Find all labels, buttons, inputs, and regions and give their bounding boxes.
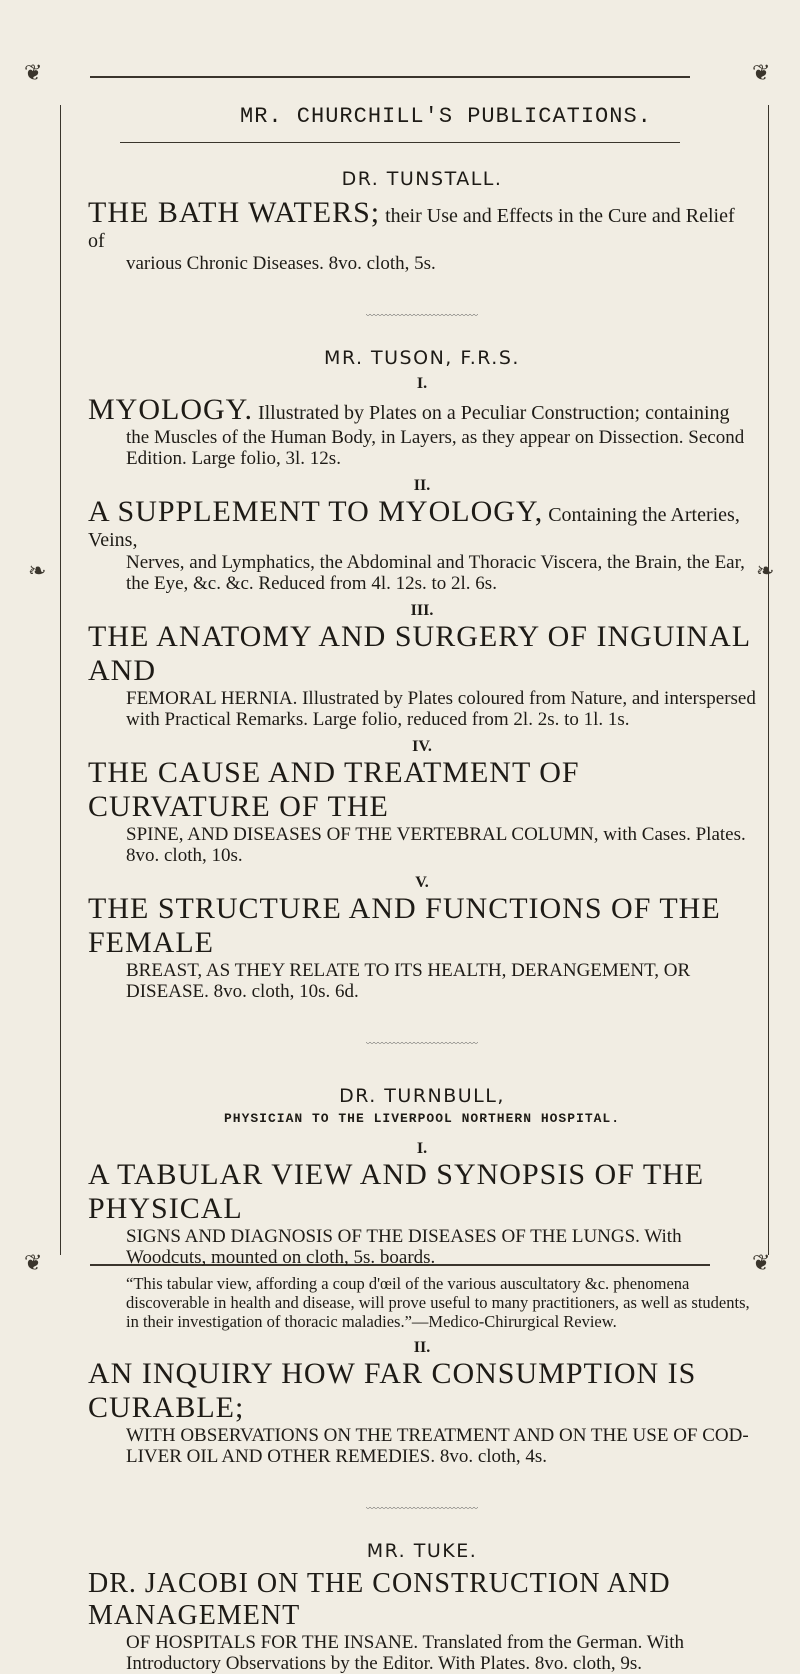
side-ornament-right: ❧ — [756, 558, 775, 583]
entry-number: III. — [410, 602, 434, 619]
entry-description: OF HOSPITALS FOR THE INSANE. Translated from the German. With Introductory Observations by the Editor. With Plates. 8vo. cloth, 9s. — [126, 1632, 685, 1674]
author-heading-turnbull: DR. TURNBULL, — [339, 1085, 505, 1107]
entry-number: II. — [413, 477, 431, 494]
catalogue-content — [88, 150, 756, 1674]
entry-number: V. — [415, 874, 429, 891]
entry-title: MYOLOGY. — [88, 393, 253, 426]
corner-ornament-top-left: ❦ — [24, 60, 43, 85]
left-border — [60, 105, 61, 1255]
entry-bath-waters — [88, 196, 756, 253]
entry-number: IV. — [412, 738, 432, 755]
section-divider: 〰〰〰〰〰〰〰〰〰〰〰〰〰〰 — [366, 1039, 478, 1048]
entry-description: FEMORAL HERNIA. Illustrated by Plates coloured from Nature, and interspersed with Practical Remarks. Large folio, reduced from 2l. 2s. to 1l. 1s. — [126, 688, 756, 730]
entry-number: I. — [416, 375, 428, 392]
entry-description: the Muscles of the Human Body, in Layers, as they appear on Dissection. Second Edition. Large folio, 3l. 12s. — [126, 427, 745, 469]
section-divider: 〰〰〰〰〰〰〰〰〰〰〰〰〰〰 — [366, 1504, 478, 1513]
entry-title: THE BATH WATERS; — [88, 196, 381, 229]
corner-ornament-top-right: ❦ — [752, 60, 771, 85]
entry-title: AN INQUIRY HOW FAR CONSUMPTION IS CURABLE; — [88, 1357, 697, 1424]
entry-title: THE STRUCTURE AND FUNCTIONS OF THE FEMALE — [88, 892, 721, 959]
entry-description: various Chronic Diseases. 8vo. cloth, 5s. — [126, 253, 436, 274]
entry-description: SIGNS AND DIAGNOSIS OF THE DISEASES OF THE LUNGS. With Woodcuts, mounted on cloth, 5s. boards. — [126, 1226, 682, 1268]
side-ornament-left: ❧ — [28, 558, 47, 583]
entry-title: A SUPPLEMENT TO MYOLOGY, — [88, 495, 544, 528]
top-rule — [90, 76, 690, 78]
section-divider: 〰〰〰〰〰〰〰〰〰〰〰〰〰〰 — [366, 311, 478, 320]
entry-title: A TABULAR VIEW AND SYNOPSIS OF THE PHYSICAL — [88, 1158, 705, 1225]
header-rule — [120, 142, 680, 143]
entry-supplement-myology — [88, 495, 756, 552]
author-heading-tunstall: DR. TUNSTALL. — [341, 168, 503, 190]
entry-curvature-spine — [88, 756, 756, 824]
entry-description: SPINE, AND DISEASES OF THE VERTEBRAL COLUMN, with Cases. Plates. 8vo. cloth, 10s. — [126, 824, 746, 866]
entry-number: I. — [416, 1140, 428, 1157]
entry-myology — [88, 393, 756, 427]
entry-title-rest: Illustrated by Plates on a Peculiar Construction; containing — [252, 402, 730, 424]
author-subtitle: PHYSICIAN TO THE LIVERPOOL NORTHERN HOSPITAL. — [223, 1111, 621, 1126]
entry-tabular-view — [88, 1158, 756, 1226]
entry-title: DR. JACOBI ON THE CONSTRUCTION AND MANAGEMENT — [88, 1568, 671, 1631]
entry-description: Nerves, and Lymphatics, the Abdominal and Thoracic Viscera, the Brain, the Ear, the Eye, &c. &c. Reduced from 4l. 12s. to 2l. 6s. — [126, 552, 745, 594]
entry-description: WITH OBSERVATIONS ON THE TREATMENT AND ON THE USE OF COD-LIVER OIL AND OTHER REMEDIES. 8vo. cloth, 4s. — [126, 1425, 749, 1467]
entry-consumption-curable — [88, 1357, 756, 1425]
entry-title-rest: Containing the Arteries, Veins, — [88, 504, 740, 551]
entry-title: THE CAUSE AND TREATMENT OF CURVATURE OF THE — [88, 756, 580, 823]
author-heading-tuson: MR. TUSON, F.R.S. — [324, 347, 520, 369]
right-border — [768, 105, 769, 1255]
entry-anatomy-hernia — [88, 620, 756, 688]
corner-ornament-bottom-left: ❦ — [24, 1250, 43, 1275]
review-quote: “This tabular view, affording a coup d'œil of the various auscultatory &c. phenomena discoverable in health and disease, will prove useful to many practitioners, as well as students, in their investigation of thoracic maladies.”—Medico-Chirurgical Review. — [126, 1274, 750, 1331]
entry-description: BREAST, AS THEY RELATE TO ITS HEALTH, DERANGEMENT, OR DISEASE. 8vo. cloth, 10s. 6d. — [126, 960, 691, 1002]
entry-female-breast — [88, 892, 756, 960]
entry-number: II. — [413, 1339, 431, 1356]
publisher-header: MR. CHURCHILL'S PUBLICATIONS. — [240, 104, 652, 129]
entry-title-rest: their Use and Effects in the Cure and Relief of — [88, 205, 735, 252]
corner-ornament-bottom-right: ❦ — [752, 1250, 771, 1275]
entry-title: THE ANATOMY AND SURGERY OF INGUINAL AND — [88, 620, 750, 687]
entry-jacobi-hospitals — [88, 1568, 756, 1632]
author-heading-tuke: MR. TUKE. — [366, 1540, 478, 1562]
